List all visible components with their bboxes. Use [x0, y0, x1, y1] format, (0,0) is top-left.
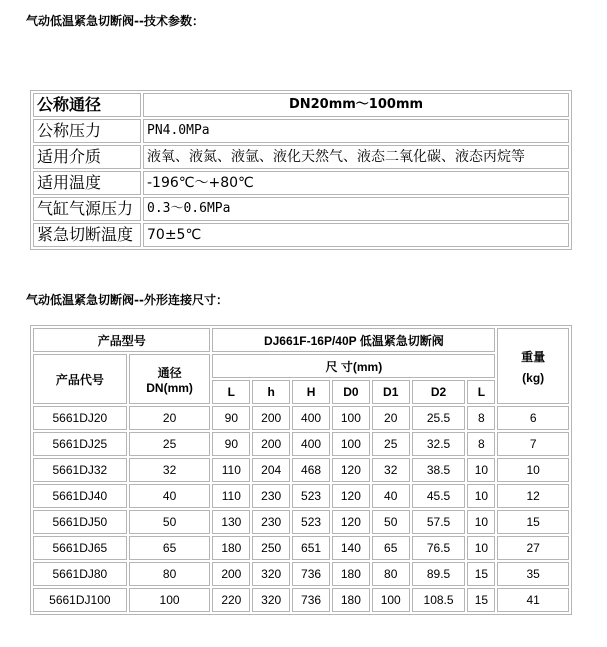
dimensions-table	[30, 325, 572, 615]
table-cell: 27	[497, 536, 569, 560]
dn-label: 通径	[157, 365, 182, 380]
param-row	[33, 171, 569, 195]
header-row-1	[33, 328, 569, 352]
table-cell: 90	[212, 406, 250, 430]
table-row	[33, 536, 569, 560]
model-name: DJ661F-16P/40P 低温紧急切断阀	[212, 328, 495, 352]
table-cell: 523	[292, 510, 330, 534]
table-cell: 320	[252, 562, 290, 586]
table-cell: 38.5	[412, 458, 466, 482]
param-key: 适用温度	[33, 171, 141, 195]
table-cell: 200	[252, 406, 290, 430]
table-cell: 130	[212, 510, 250, 534]
table-cell: 35	[497, 562, 569, 586]
param-value: PN4.0MPa	[143, 119, 569, 143]
table-cell: 5661DJ80	[33, 562, 127, 586]
param-key: 气缸气源压力	[33, 197, 141, 221]
table-cell: 5661DJ32	[33, 458, 127, 482]
param-key: 公称压力	[33, 119, 141, 143]
table-cell: 10	[467, 484, 495, 508]
table-cell: 80	[129, 562, 211, 586]
table-cell: 100	[332, 432, 370, 456]
param-row	[33, 223, 569, 247]
table-cell: 10	[497, 458, 569, 482]
table-cell: 15	[497, 510, 569, 534]
table-cell: 230	[252, 510, 290, 534]
table-cell: 20	[372, 406, 410, 430]
tech-params-heading: 气动低温紧急切断阀--技术参数：	[26, 14, 204, 28]
table-cell: 5661DJ50	[33, 510, 127, 534]
table-cell: 8	[467, 432, 495, 456]
table-cell: 50	[129, 510, 211, 534]
weight-unit: (kg)	[522, 370, 545, 385]
dim-column-header: L	[212, 380, 250, 404]
dim-column-header: L	[467, 380, 495, 404]
dim-column-header: D2	[412, 380, 466, 404]
table-cell: 8	[467, 406, 495, 430]
table-cell: 110	[212, 484, 250, 508]
product-code-label: 产品代号	[33, 354, 127, 404]
table-cell: 100	[372, 588, 410, 612]
param-key: 紧急切断温度	[33, 223, 141, 247]
table-cell: 400	[292, 432, 330, 456]
table-cell: 5661DJ100	[33, 588, 127, 612]
table-cell: 7	[497, 432, 569, 456]
table-cell: 65	[372, 536, 410, 560]
dn-unit: DN(mm)	[146, 380, 193, 395]
table-cell: 65	[129, 536, 211, 560]
table-cell: 41	[497, 588, 569, 612]
tech-params-table	[30, 90, 572, 250]
table-cell: 200	[252, 432, 290, 456]
table-cell: 110	[212, 458, 250, 482]
dimensions-body	[33, 328, 569, 612]
table-cell: 108.5	[412, 588, 466, 612]
table-cell: 204	[252, 458, 290, 482]
table-cell: 25	[372, 432, 410, 456]
tech-params-body	[33, 93, 569, 247]
table-cell: 5661DJ40	[33, 484, 127, 508]
table-cell: 120	[332, 484, 370, 508]
size-label: 尺 寸(mm)	[212, 354, 495, 378]
table-cell: 250	[252, 536, 290, 560]
header-row-2	[33, 354, 569, 378]
table-row	[33, 406, 569, 430]
table-cell: 76.5	[412, 536, 466, 560]
table-cell: 180	[212, 536, 250, 560]
param-key: 公称通径	[33, 93, 141, 117]
table-cell: 32	[372, 458, 410, 482]
table-cell: 120	[332, 510, 370, 534]
param-row	[33, 145, 569, 169]
table-cell: 20	[129, 406, 211, 430]
param-key: 适用介质	[33, 145, 141, 169]
table-cell: 50	[372, 510, 410, 534]
table-cell: 12	[497, 484, 569, 508]
table-row	[33, 588, 569, 612]
table-cell: 120	[332, 458, 370, 482]
param-value: 液氧、液氮、液氩、液化天然气、液态二氧化碳、液态丙烷等	[143, 145, 569, 169]
table-cell: 10	[467, 536, 495, 560]
table-cell: 736	[292, 588, 330, 612]
dim-column-header: H	[292, 380, 330, 404]
table-cell: 40	[372, 484, 410, 508]
table-cell: 180	[332, 588, 370, 612]
param-value: 0.3～0.6MPa	[143, 197, 569, 221]
param-value: -196℃～+80℃	[143, 171, 569, 195]
table-cell: 6	[497, 406, 569, 430]
table-cell: 320	[252, 588, 290, 612]
dimensions-heading: 气动低温紧急切断阀--外形连接尺寸：	[26, 293, 228, 307]
table-cell: 45.5	[412, 484, 466, 508]
dim-column-header: D1	[372, 380, 410, 404]
table-row	[33, 432, 569, 456]
weight-header	[497, 328, 569, 404]
table-row	[33, 562, 569, 586]
table-cell: 40	[129, 484, 211, 508]
table-cell: 220	[212, 588, 250, 612]
param-row	[33, 119, 569, 143]
dn-header	[129, 354, 211, 404]
table-cell: 57.5	[412, 510, 466, 534]
table-cell: 32	[129, 458, 211, 482]
table-cell: 100	[129, 588, 211, 612]
table-cell: 736	[292, 562, 330, 586]
table-cell: 5661DJ65	[33, 536, 127, 560]
param-value: DN20mm～100mm	[143, 93, 569, 117]
table-cell: 200	[212, 562, 250, 586]
table-cell: 10	[467, 510, 495, 534]
table-cell: 80	[372, 562, 410, 586]
table-cell: 5661DJ25	[33, 432, 127, 456]
table-cell: 25.5	[412, 406, 466, 430]
table-cell: 15	[467, 588, 495, 612]
table-cell: 180	[332, 562, 370, 586]
table-cell: 468	[292, 458, 330, 482]
table-row	[33, 510, 569, 534]
table-cell: 140	[332, 536, 370, 560]
table-cell: 10	[467, 458, 495, 482]
param-value: 70±5℃	[143, 223, 569, 247]
table-cell: 100	[332, 406, 370, 430]
table-cell: 523	[292, 484, 330, 508]
table-cell: 90	[212, 432, 250, 456]
table-cell: 89.5	[412, 562, 466, 586]
table-cell: 15	[467, 562, 495, 586]
dim-column-header: D0	[332, 380, 370, 404]
product-model-label: 产品型号	[33, 328, 210, 352]
table-cell: 32.5	[412, 432, 466, 456]
table-cell: 400	[292, 406, 330, 430]
weight-label: 重量	[521, 349, 546, 364]
dim-column-header: h	[252, 380, 290, 404]
table-cell: 651	[292, 536, 330, 560]
table-cell: 25	[129, 432, 211, 456]
table-row	[33, 484, 569, 508]
param-row	[33, 197, 569, 221]
table-row	[33, 458, 569, 482]
param-row	[33, 93, 569, 117]
table-cell: 230	[252, 484, 290, 508]
table-cell: 5661DJ20	[33, 406, 127, 430]
